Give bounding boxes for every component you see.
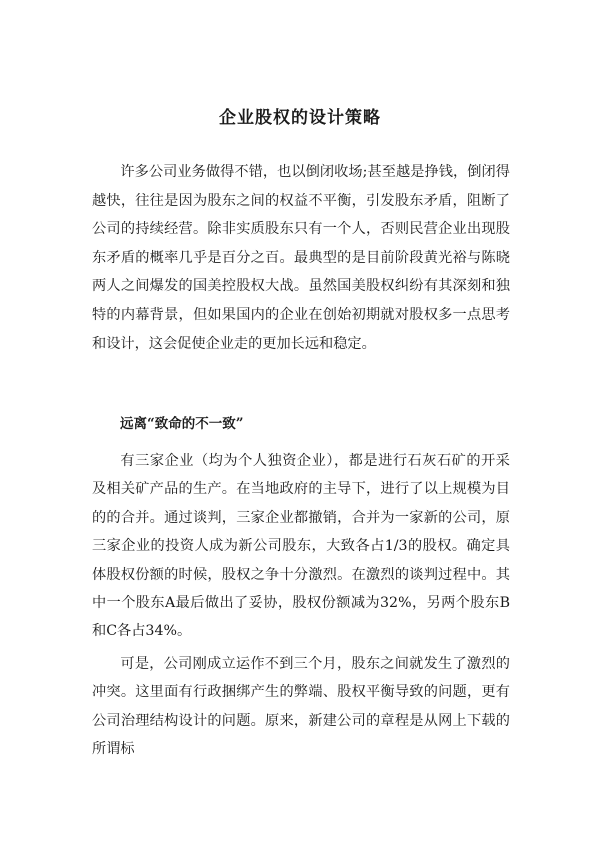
body-paragraph: 有三家企业（均为个人独资企业），都是进行石灰石矿的开采及相关矿产品的生产。在当地政府的主导下，进行了以上规模为目的的合并。通过谈判，三家企业都撤销，合并为一家新的公司，原三家企业的投资人成为新公司股东，大致各占1/3的股权。确定具体股权份额的时候，股权之争十分激烈。在激烈的谈判过程中。其中一个股东A最后做出了妥协，股权份额减为32%，另两个股东B和C各占34%。 xyxy=(92,453,510,640)
section-heading: 远离“致命的不一致” xyxy=(120,416,244,432)
body-paragraph: 可是，公司刚成立运作不到三个月，股东之间就发生了激烈的冲突。这里面有行政捆绑产生的弊端、股权平衡导致的问题，更有公司治理结构设计的问题。原来，新建公司的章程是从网上下载的所谓标 xyxy=(92,656,510,758)
intro-paragraph: 许多公司业务做得不错，也以倒闭收场;甚至越是挣钱，倒闭得越快，往往是因为股东之间的权益不平衡，引发股东矛盾，阻断了公司的持续经营。除非实质股东只有一个人，否则民营企业出现股东矛盾的概率几乎是百分之百。最典型的是目前阶段黄光裕与陈晓两人之间爆发的国美控股权大战。虽然国美股权纠纷有其深刻和独特的内幕背景，但如果国内的企业在创始初期就对股权多一点思考和设计，这会促使企业走的更加长远和稳定。 xyxy=(92,164,510,352)
page-title: 企业股权的设计策略 xyxy=(219,108,381,129)
